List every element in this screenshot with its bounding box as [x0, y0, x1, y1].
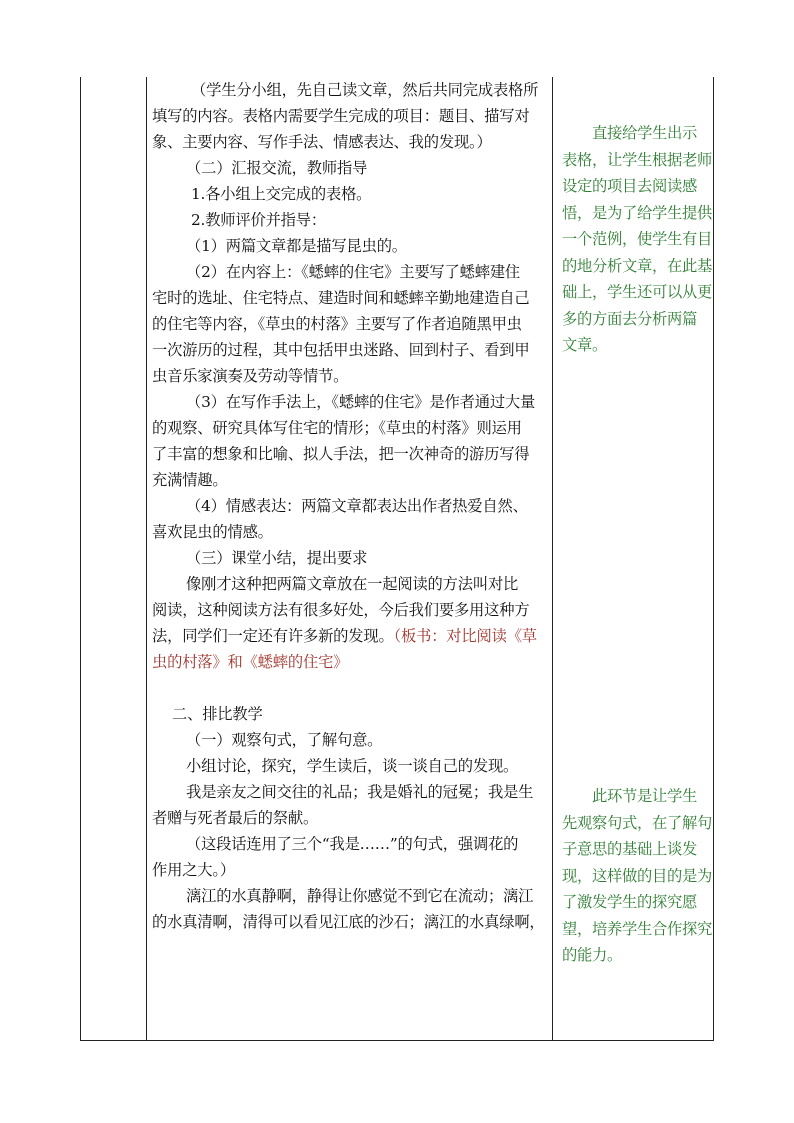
text-line: （1）两篇文章都是描写昆虫的。 — [186, 237, 407, 255]
text-line — [152, 623, 556, 649]
note-line: 的能力。 — [562, 946, 622, 964]
note-line: 先观察句式，在了解句 — [562, 813, 712, 832]
section-heading: （三）课堂小结，提出要求 — [186, 549, 368, 567]
text-line: 宅时的选址、住宅特点、建造时间和蟋蟀辛勤地建造自己 — [152, 289, 530, 307]
text-line: 的住宅等内容，《草虫的村落》主要写了作者追随黑甲虫 — [152, 315, 522, 333]
note-line: 现，这样做的目的是为 — [562, 866, 712, 885]
note-line: 悟，是为了给学生提供 — [562, 203, 712, 222]
text-line: 填写的内容。表格内需要学生完成的项目：题目、描写对 — [152, 107, 530, 125]
text-segment: 法，同学们一定还有许多新的发现。 — [152, 627, 394, 645]
text-line: 的水真清啊，清得可以看见江底的沙石；漓江的水真绿啊， — [152, 913, 545, 931]
note-line: 了激发学生的探究愿 — [562, 893, 697, 911]
design-note-1 — [562, 120, 712, 359]
text-line: 者赠与死者最后的祭献。 — [152, 809, 319, 827]
table-bottom-border — [80, 1040, 713, 1041]
text-line: 我是亲友之间交往的礼品；我是婚礼的冠冕；我是生 — [186, 783, 534, 801]
text-line: 1.各小组上交完成的表格。 — [191, 185, 372, 203]
design-note-2 — [562, 783, 712, 969]
text-line: （2）在内容上：《蟋蟀的住宅》主要写了蟋蟀建住 — [186, 263, 521, 281]
text-line: 了丰富的想象和比喻、拟人手法，把一次神奇的游历写得 — [152, 445, 530, 463]
text-line: 虫音乐家演奏及劳动等情节。 — [152, 367, 349, 385]
note-line: 础上，学生还可以从更 — [562, 283, 712, 301]
text-line: 喜欢昆虫的情感。 — [152, 523, 273, 541]
text-line: 阅读，这种阅读方法有很多好处，今后我们要多用这种方 — [152, 601, 530, 619]
table-divider-1 — [146, 77, 147, 1041]
note-line: 的地分析文章，在此基 — [562, 256, 712, 275]
lesson-table — [80, 77, 713, 1041]
note-line: 直接给学生出示 — [592, 124, 697, 142]
text-line: 像刚才这种把两篇文章放在一起阅读的方法叫对比 — [186, 575, 519, 593]
table-border-right — [713, 77, 714, 1041]
text-line: 象、主要内容、写作手法、情感表达、我的发现。） — [152, 133, 492, 151]
table-border-left — [80, 77, 81, 1041]
blank-line — [152, 675, 556, 701]
section-heading: （二）汇报交流，教师指导 — [186, 159, 368, 177]
text-line: （4）情感表达：两篇文章都表达出作者热爱自然、 — [186, 497, 528, 515]
note-line: 子意思的基础上谈发 — [562, 840, 697, 858]
note-line: 多的方面去分析两篇 — [562, 309, 697, 328]
text-line: 作用之大。） — [152, 861, 235, 879]
note-line: 文章。 — [562, 336, 607, 354]
note-line: 望，培养学生合作探究 — [562, 919, 712, 938]
board-note: （板书：对比阅读《草 — [393, 627, 537, 645]
note-line: 表格，让学生根据老师 — [562, 150, 712, 169]
section-heading: 二、排比教学 — [172, 705, 263, 723]
section-heading: （一）观察句式，了解句意。 — [186, 731, 383, 749]
text-line: 2.教师评价并指导： — [191, 211, 326, 229]
text-line: （学生分小组，先自己读文章，然后共同完成表格所 — [191, 81, 539, 99]
text-line: 漓江的水真静啊，静得让你感觉不到它在流动；漓江 — [186, 887, 534, 905]
text-line: 小组讨论，探究，学生读后，谈一谈自己的发现。 — [186, 757, 519, 775]
text-line: 的观察、研究具体写住宅的情形；《草虫的村落》则运用 — [152, 419, 522, 437]
text-line: 充满情趣。 — [152, 471, 228, 489]
text-line: 一次游历的过程，其中包括甲虫迷路、回到村子、看到甲 — [152, 341, 530, 359]
board-note: 虫的村落》和《蟋蟀的住宅》 — [152, 653, 349, 671]
note-line: 设定的项目去阅读感 — [562, 177, 697, 195]
text-line: （这段话连用了三个“我是……”的句式，强调花的 — [186, 835, 519, 853]
note-line: 一个范例，使学生有目 — [562, 230, 712, 248]
teaching-process-column — [152, 77, 556, 935]
note-line: 此环节是让学生 — [592, 787, 697, 805]
text-line: （3）在写作手法上，《蟋蟀的住宅》是作者通过大量 — [186, 393, 536, 411]
